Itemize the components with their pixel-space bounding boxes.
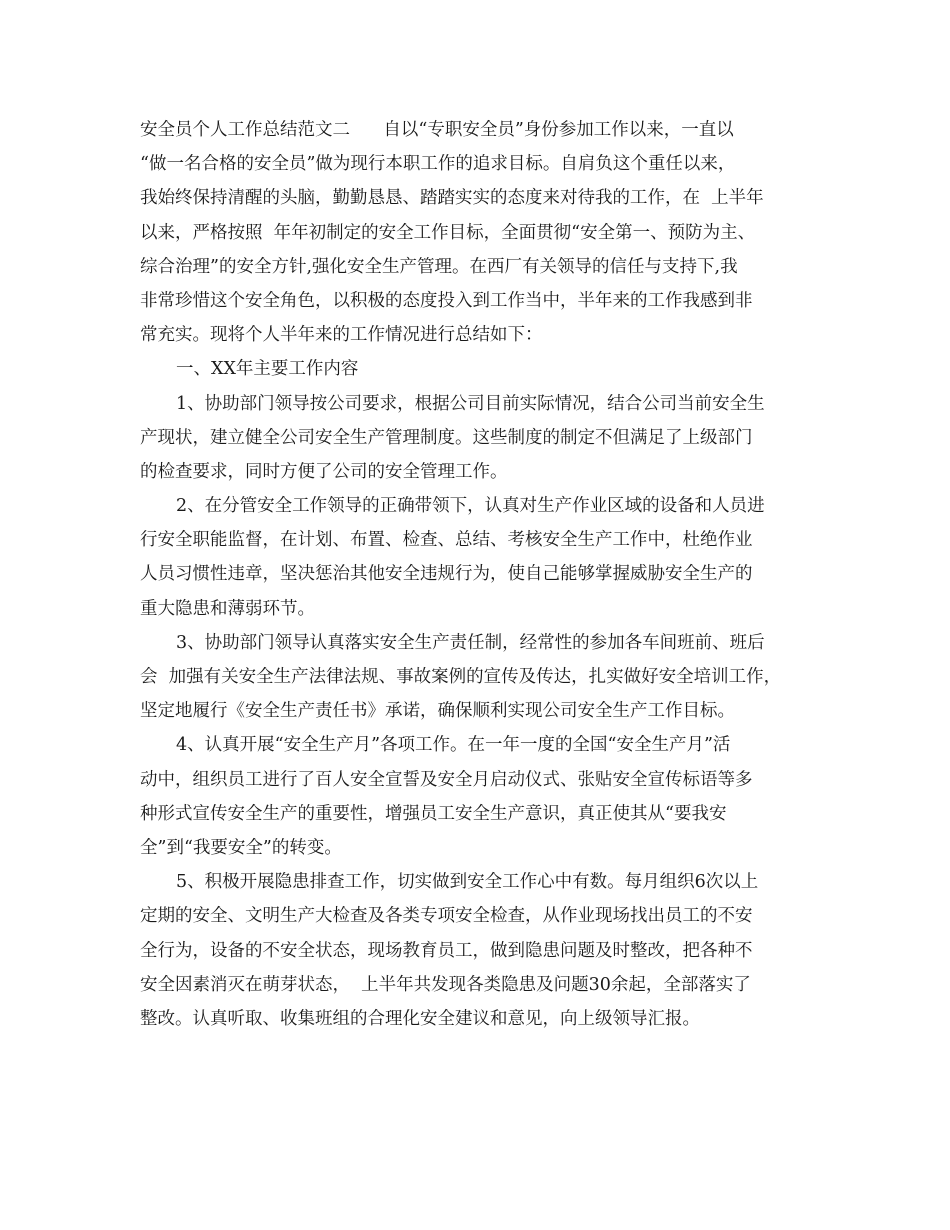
text-line: “做一名合格的安全员”做为现行本职工作的追求目标。自肩负这个重任以来，: [140, 154, 736, 175]
text-line: 4、认真开展“安全生产月”各项工作。在一年一度的全国“安全生产月”活: [176, 735, 731, 756]
text-line: 全”到“我要安全”的转变。: [140, 837, 342, 858]
text-line: 全行为，设备的不安全状态，现场教育员工，做到隐患问题及时整改，把各种不: [140, 940, 753, 961]
text-line: 行安全职能监督，在计划、布置、检查、总结、考核安全生产工作中，杜绝作业: [140, 530, 753, 551]
text-line: 5、积极开展隐患排查工作，切实做到安全工作心中有数。每月组织6次以上: [176, 872, 759, 893]
text-line: 非常珍惜这个安全角色，以积极的态度投入到工作当中，半年来的工作我感到非: [140, 290, 753, 311]
text-line: 产现状，建立健全公司安全生产管理制度。这些制度的制定不但满足了上级部门: [140, 427, 753, 448]
text-line: 重大隐患和薄弱环节。: [140, 598, 315, 619]
text-line: 种形式宣传安全生产的重要性，增强员工安全生产意识，真正使其从“要我安: [140, 803, 727, 824]
text-line: 定期的安全、文明生产大检查及各类专项安全检查，从作业现场找出员工的不安: [140, 906, 753, 927]
text-line: 1、协助部门领导按公司要求，根据公司目前实际情况，结合公司当前安全生: [176, 393, 765, 414]
document-body: [140, 113, 820, 1036]
text-line: 常充实。现将个人半年来的工作情况进行总结如下：: [140, 325, 543, 346]
text-line: 安全员个人工作总结范文二 自以“专职安全员”身份参加工作以来，一直以: [140, 120, 734, 140]
section-heading: 一、XX年主要工作内容: [176, 359, 359, 380]
text-line: 2、在分管安全工作领导的正确带领下，认真对生产作业区域的设备和人员进: [176, 496, 765, 517]
text-line: 人员习惯性违章，坚决惩治其他安全违规行为，使自己能够掌握威胁安全生产的: [140, 564, 753, 585]
text-line: 动中，组织员工进行了百人安全宣誓及安全月启动仪式、张贴安全宣传标语等多: [140, 769, 753, 790]
text-line: 坚定地履行《安全生产责任书》承诺，确保顺利实现公司安全生产工作目标。: [140, 701, 735, 722]
text-line: 综合治理”的安全方针,强化安全生产管理。在西厂有关领导的信任与支持下,我: [140, 256, 738, 277]
text-line: 3、协助部门领导认真落实安全生产责任制，经常性的参加各车间班前、班后: [176, 632, 765, 653]
text-line: 安全因素消灭在萌芽状态， 上半年共发现各类隐患及问题30余起，全部落实了: [140, 974, 751, 995]
text-line: 的检查要求，同时方便了公司的安全管理工作。: [140, 461, 508, 482]
text-line: 以来，严格按照 年年初制定的安全工作目标，全面贯彻“安全第一、预防为主、: [140, 222, 756, 243]
text-line: 整改。认真听取、收集班组的合理化安全建议和意见，向上级领导汇报。: [140, 1008, 700, 1029]
text-line: 会 加强有关安全生产法律法规、事故案例的宣传及传达，扎实做好安全培训工作，: [140, 667, 782, 687]
text-line: 我始终保持清醒的头脑，勤勤恳恳、踏踏实实的态度来对待我的工作，在 上半年: [140, 188, 764, 209]
